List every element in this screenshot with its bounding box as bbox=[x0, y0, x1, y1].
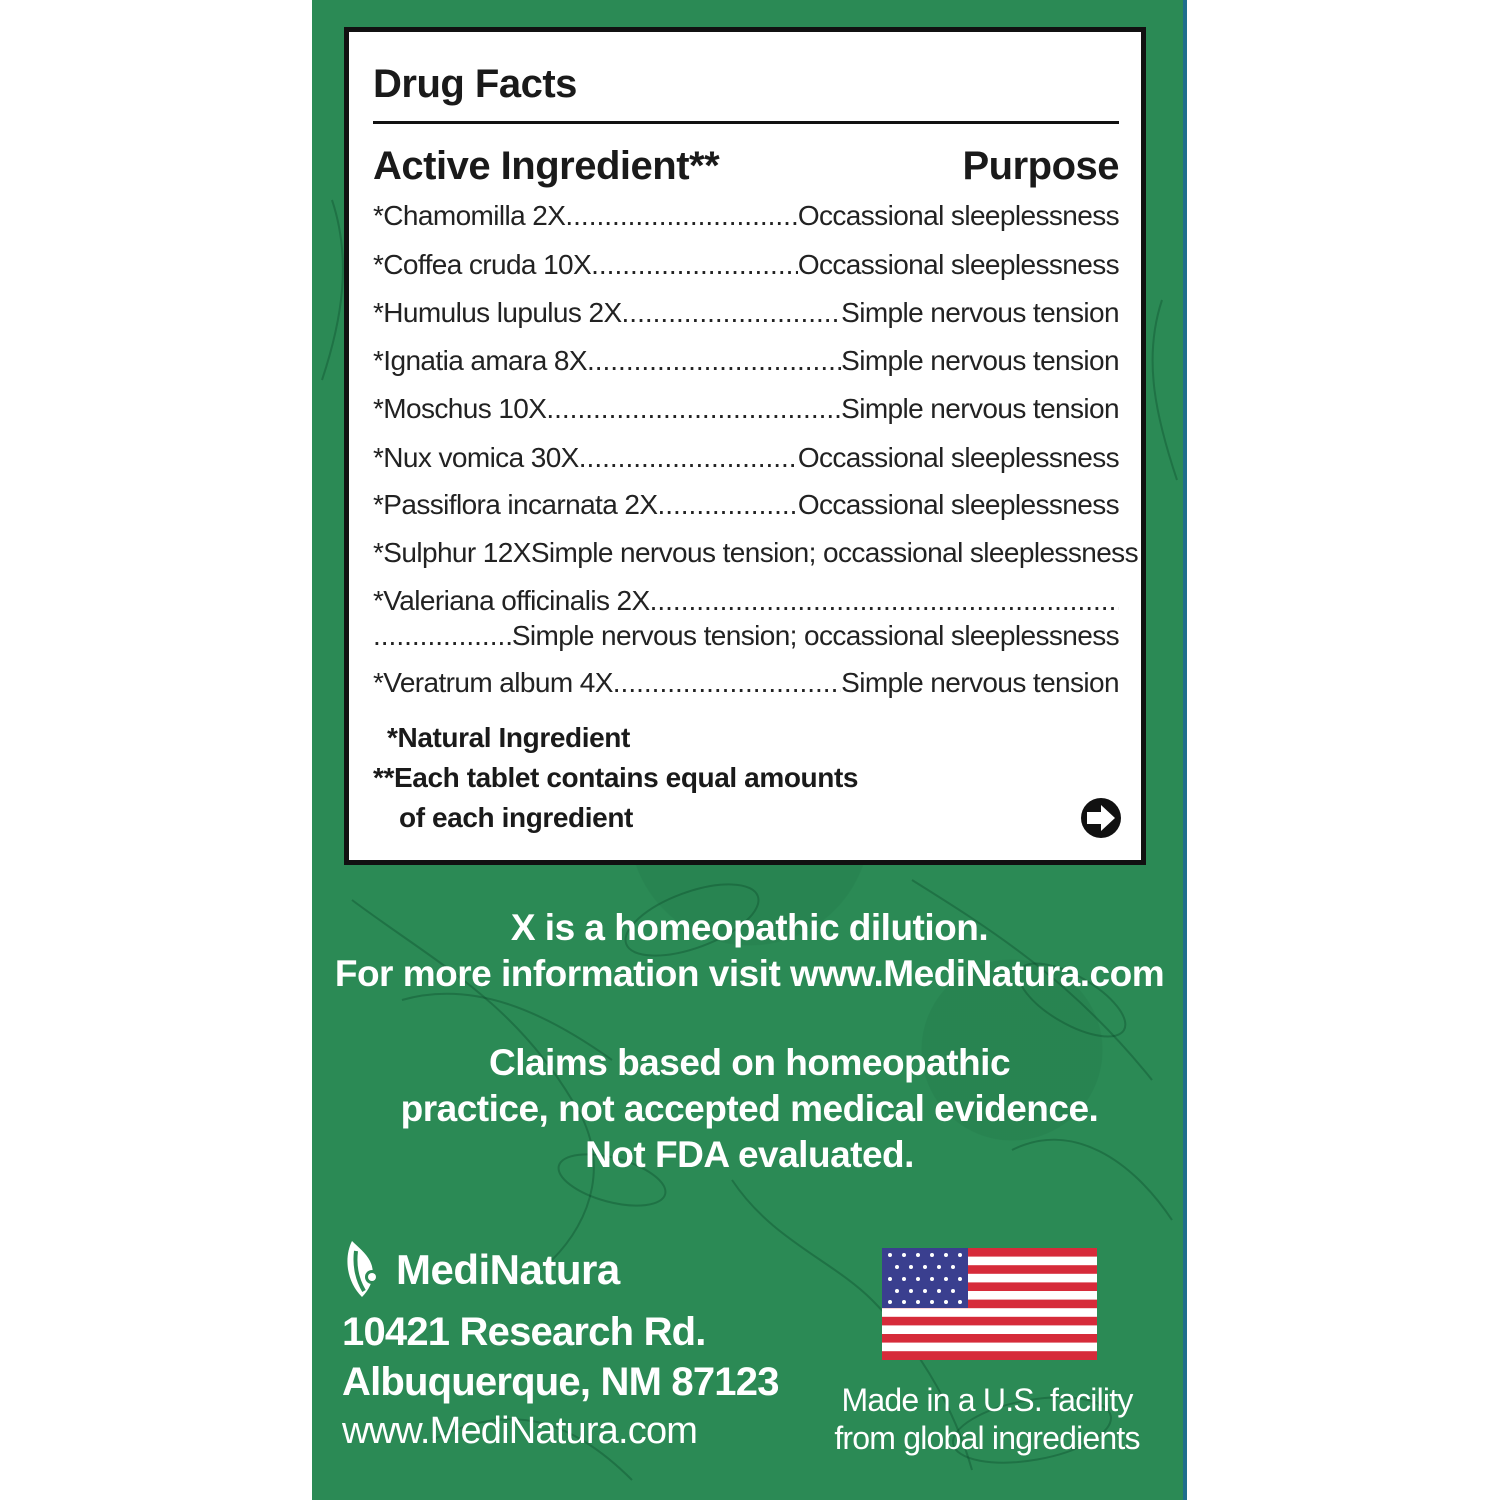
ingredient-row bbox=[373, 442, 1119, 478]
drug-facts-title: Drug Facts bbox=[373, 62, 577, 106]
ingredient-purpose: Simple nervous tension bbox=[841, 345, 1119, 376]
drug-facts-box bbox=[344, 27, 1146, 865]
ingredient-name: *Sulphur 12X bbox=[373, 537, 531, 568]
panel-edge bbox=[1183, 0, 1187, 1500]
ingredient-name: *Humulus lupulus 2X bbox=[373, 297, 622, 328]
brand-logo bbox=[342, 1237, 620, 1303]
ingredient-row bbox=[373, 249, 1119, 285]
ingredient-purpose: Occassional sleeplessness bbox=[797, 249, 1119, 280]
ingredient-row bbox=[373, 489, 1119, 525]
address-line1: 10421 Research Rd. bbox=[342, 1310, 706, 1354]
ingredient-purpose: Occassional sleeplessness bbox=[797, 489, 1119, 520]
ingredient-row bbox=[373, 585, 1119, 621]
ingredient-row bbox=[373, 537, 1138, 573]
ingredient-name: *Valeriana officinalis 2X bbox=[373, 585, 650, 616]
ingredient-purpose: Simple nervous tension; occassional sleeplessness bbox=[530, 537, 1138, 568]
leaf-logo-icon bbox=[342, 1237, 390, 1303]
ingredient-row bbox=[373, 297, 1119, 333]
footnote-each-line2: of each ingredient bbox=[399, 802, 633, 833]
arrow-right-circle-icon bbox=[1079, 796, 1123, 840]
ingredient-name: *Coffea cruda 10X bbox=[373, 249, 592, 280]
ingredient-purpose: Occassional sleeplessness bbox=[797, 200, 1119, 231]
ingredient-purpose: Simple nervous tension bbox=[841, 667, 1119, 698]
footnote-natural: *Natural Ingredient bbox=[387, 722, 630, 753]
purpose-header: Purpose bbox=[962, 144, 1119, 188]
ingredient-name: *Veratrum album 4X bbox=[373, 667, 613, 698]
made-in-line2: from global ingredients bbox=[834, 1420, 1140, 1456]
ingredient-name: *Ignatia amara 8X bbox=[373, 345, 587, 376]
ingredient-row bbox=[373, 667, 1119, 703]
more-info-note: For more information visit www.MediNatura.com bbox=[334, 953, 1165, 994]
dilution-note: X is a homeopathic dilution. bbox=[510, 907, 989, 948]
brand-name: MediNatura bbox=[396, 1246, 620, 1293]
ingredient-row bbox=[373, 200, 1119, 236]
us-flag-icon bbox=[882, 1248, 1097, 1360]
ingredient-purpose: Simple nervous tension bbox=[841, 393, 1119, 424]
made-in-line1: Made in a U.S. facility bbox=[841, 1382, 1133, 1418]
active-ingredient-header: Active Ingredient** bbox=[373, 144, 720, 188]
ingredient-name: *Passiflora incarnata 2X bbox=[373, 489, 658, 520]
ingredient-purpose: Simple nervous tension bbox=[841, 297, 1119, 328]
label-panel bbox=[312, 0, 1187, 1500]
claims-line1: Claims based on homeopathic bbox=[488, 1042, 1011, 1083]
ingredient-name: *Chamomilla 2X bbox=[373, 200, 566, 231]
ingredient-purpose: Occassional sleeplessness bbox=[797, 442, 1119, 473]
claims-line3: Not FDA evaluated. bbox=[585, 1134, 914, 1175]
claims-line2: practice, not accepted medical evidence. bbox=[400, 1088, 1099, 1129]
ingredient-name: *Nux vomica 30X bbox=[373, 442, 579, 473]
ingredient-row-continued bbox=[373, 620, 1119, 656]
ingredient-row bbox=[373, 393, 1119, 429]
ingredient-name: *Moschus 10X bbox=[373, 393, 547, 424]
footnote-each-line1: **Each tablet contains equal amounts bbox=[373, 762, 859, 793]
address-line2: Albuquerque, NM 87123 bbox=[342, 1360, 779, 1404]
ingredient-row bbox=[373, 345, 1119, 381]
company-website: www.MediNatura.com bbox=[342, 1410, 698, 1452]
ingredient-purpose: Simple nervous tension; occassional sleeplessness bbox=[511, 620, 1119, 651]
title-divider bbox=[373, 121, 1119, 124]
